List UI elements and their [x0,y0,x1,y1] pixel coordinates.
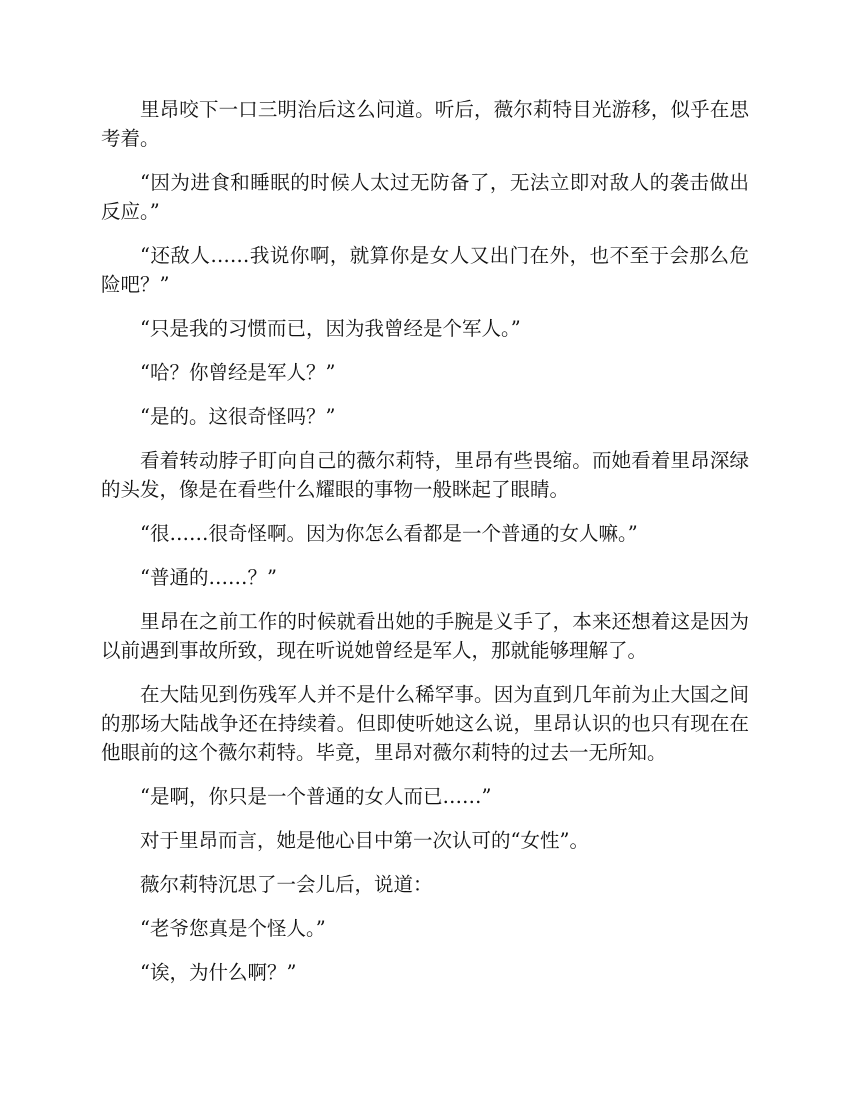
paragraph: 薇尔莉特沉思了一会儿后，说道： [140,873,433,896]
paragraph: “只是我的习惯而已，因为我曾经是个军人。” [140,317,521,340]
paragraph: “是的。这很奇怪吗？” [140,405,336,428]
paragraph: “是啊，你只是一个普通的女人而已……” [140,785,492,808]
paragraph: “普通的……？” [140,566,277,589]
paragraph: 里昂在之前工作的时候就看出她的手腕是义手了，本来还想着这是因为以前遇到事故所致，现在听说她曾经是军人，那就能够理解了。 [101,610,749,662]
document-page [101,95,749,1002]
paragraph: 看着转动脖子盯向自己的薇尔莉特，里昂有些畏缩。而她看着里昂深绿的头发，像是在看些什么耀眼的事物一般眯起了眼睛。 [101,449,749,501]
paragraph: 里昂咬下一口三明治后这么问道。听后，薇尔莉特目光游移，似乎在思考着。 [101,98,749,150]
paragraph: “因为进食和睡眠的时候人太过无防备了，无法立即对敌人的袭击做出反应。” [101,171,749,223]
paragraph: “很……很奇怪啊。因为你怎么看都是一个普通的女人嘛。” [140,522,638,545]
paragraph: “还敌人……我说你啊，就算你是女人又出门在外，也不至于会那么危险吧？” [101,244,749,296]
paragraph: 对于里昂而言，她是他心目中第一次认可的“女性”。 [140,829,589,852]
paragraph: “哈？你曾经是军人？” [140,361,336,384]
paragraph: 在大陆见到伤残军人并不是什么稀罕事。因为直到几年前为止大国之间的那场大陆战争还在持续着。但即使听她这么说，里昂认识的也只有现在在他眼前的这个薇尔莉特。毕竟，里昂对薇尔莉特的过去一无所知。 [101,683,749,764]
paragraph: “诶，为什么啊？” [140,961,297,984]
paragraph: “老爷您真是个怪人。” [140,917,326,940]
